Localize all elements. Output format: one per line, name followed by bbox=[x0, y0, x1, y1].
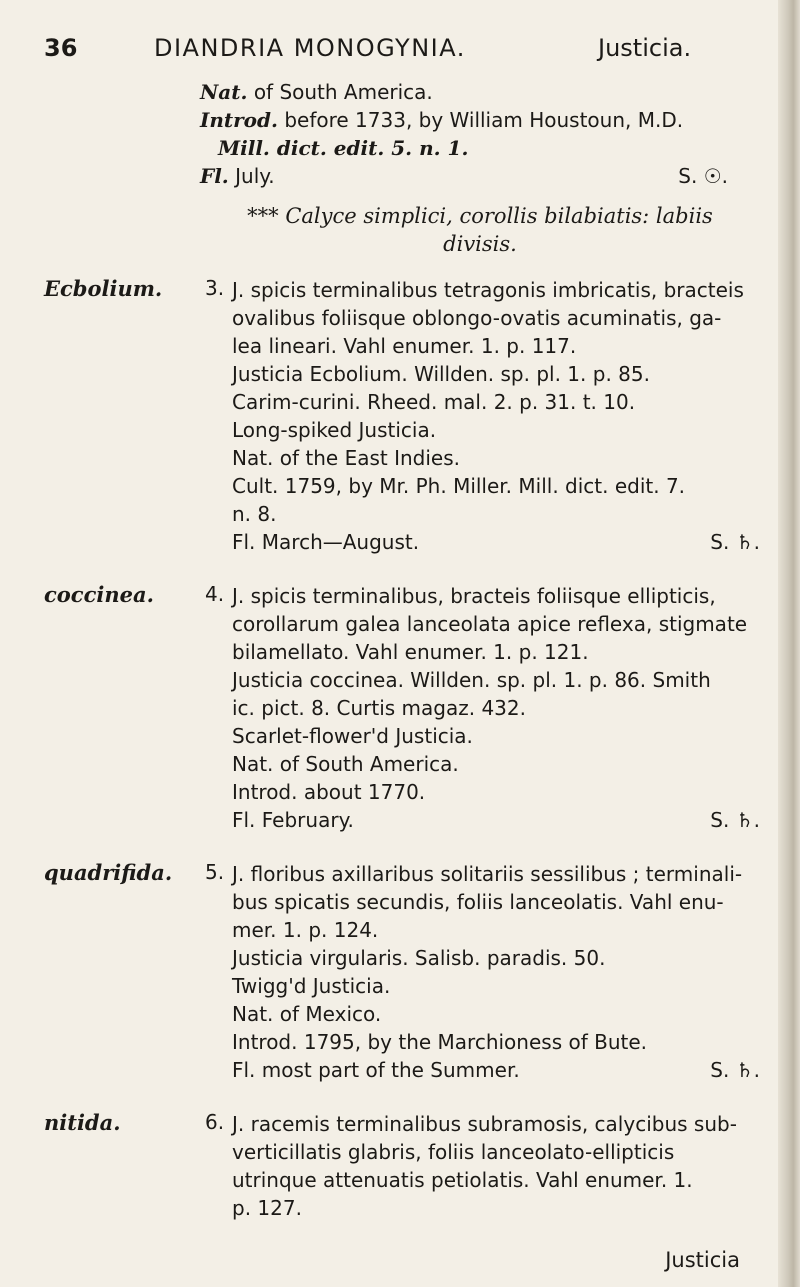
page-edge bbox=[778, 0, 800, 1287]
entry-line: p. 127. bbox=[232, 1196, 302, 1220]
species-list bbox=[0, 276, 778, 1222]
running-title: DIANDRIA MONOGYNIA. bbox=[154, 34, 466, 62]
species-entry bbox=[0, 276, 778, 556]
duration-symbol: S. ♄. bbox=[710, 530, 760, 554]
entry-line: Fl. March—August. S. ♄. bbox=[232, 530, 760, 554]
entry-line: lea lineari. Vahl enumer. 1. p. 117. bbox=[232, 334, 577, 358]
duration-symbol: S. ♄. bbox=[710, 808, 760, 832]
entry-line: Long-spiked Justicia. bbox=[232, 418, 437, 442]
group-heading: *** Calyce simplici, corollis bilabiatis: labiis divisis. bbox=[247, 204, 713, 256]
species-entry bbox=[0, 1110, 778, 1222]
entry-line: mer. 1. p. 124. bbox=[232, 918, 379, 942]
entry-line: J. racemis terminalibus subramosis, calycibus sub- bbox=[232, 1112, 737, 1136]
entry-line: Introd. 1795, by the Marchioness of Bute. bbox=[232, 1030, 647, 1054]
entry-line: n. 8. bbox=[232, 502, 277, 526]
species-name: coccinea. bbox=[44, 582, 154, 607]
duration-symbol: S. ♄. bbox=[710, 1058, 760, 1082]
entry-line: Nat. of South America. bbox=[232, 752, 459, 776]
species-name: nitida. bbox=[44, 1110, 121, 1135]
entry-line: Justicia coccinea. Willden. sp. pl. 1. p. 86. Smith bbox=[232, 668, 711, 692]
entry-prev bbox=[0, 78, 778, 190]
entry-line: Fl. February. S. ♄. bbox=[232, 808, 760, 832]
species-number: 4. bbox=[205, 582, 225, 606]
species-entry bbox=[0, 860, 778, 1084]
species-number: 3. bbox=[205, 276, 225, 300]
nat-line: Nat. of South America. bbox=[200, 80, 433, 104]
entry-line: Twigg'd Justicia. bbox=[232, 974, 391, 998]
entry-line: J. spicis terminalibus, bracteis foliisque ellipticis, bbox=[232, 584, 716, 608]
entry-line: J. floribus axillaribus solitariis sessilibus ; terminali- bbox=[232, 862, 743, 886]
entry-line: J. spicis terminalibus tetragonis imbricatis, bracteis bbox=[232, 278, 744, 302]
entry-line: Nat. of Mexico. bbox=[232, 1002, 382, 1026]
fl-line: Fl. July. S. ☉. bbox=[200, 164, 728, 188]
catchword: Justicia bbox=[665, 1248, 740, 1272]
entries bbox=[0, 78, 778, 1248]
entry-line: verticillatis glabris, foliis lanceolato-ellipticis bbox=[232, 1140, 675, 1164]
duration-symbol: S. ☉. bbox=[678, 164, 728, 188]
entry-line: bilamellato. Vahl enumer. 1. p. 121. bbox=[232, 640, 589, 664]
running-genus: Justicia. bbox=[598, 34, 692, 62]
entry-line: corollarum galea lanceolata apice reflexa, stigmate bbox=[232, 612, 748, 636]
species-entry bbox=[0, 582, 778, 834]
species-number: 6. bbox=[205, 1110, 225, 1134]
entry-line: Nat. of the East Indies. bbox=[232, 446, 461, 470]
page-number: 36 bbox=[44, 34, 78, 62]
entry-line: Introd. about 1770. bbox=[232, 780, 426, 804]
entry-line: Scarlet-flower'd Justicia. bbox=[232, 724, 473, 748]
species-name: Ecbolium. bbox=[44, 276, 163, 301]
entry-line: bus spicatis secundis, foliis lanceolatis. Vahl enu- bbox=[232, 890, 724, 914]
mill-ref: Mill. dict. edit. 5. n. 1. bbox=[218, 136, 469, 160]
introd-line: Introd. before 1733, by William Houstoun, M.D. bbox=[200, 108, 684, 132]
entry-line: Justicia Ecbolium. Willden. sp. pl. 1. p. 85. bbox=[232, 362, 650, 386]
entry-line: Fl. most part of the Summer. S. ♄. bbox=[232, 1058, 760, 1082]
entry-line: ovalibus foliisque oblongo-ovatis acuminatis, ga- bbox=[232, 306, 722, 330]
entry-line: utrinque attenuatis petiolatis. Vahl enumer. 1. bbox=[232, 1168, 693, 1192]
entry-line: ic. pict. 8. Curtis magaz. 432. bbox=[232, 696, 526, 720]
species-number: 5. bbox=[205, 860, 225, 884]
entry-line: Justicia virgularis. Salisb. paradis. 50. bbox=[232, 946, 606, 970]
entry-line: Cult. 1759, by Mr. Ph. Miller. Mill. dict. edit. 7. bbox=[232, 474, 686, 498]
entry-line: Carim-curini. Rheed. mal. 2. p. 31. t. 10. bbox=[232, 390, 636, 414]
species-name: quadrifida. bbox=[44, 860, 173, 885]
